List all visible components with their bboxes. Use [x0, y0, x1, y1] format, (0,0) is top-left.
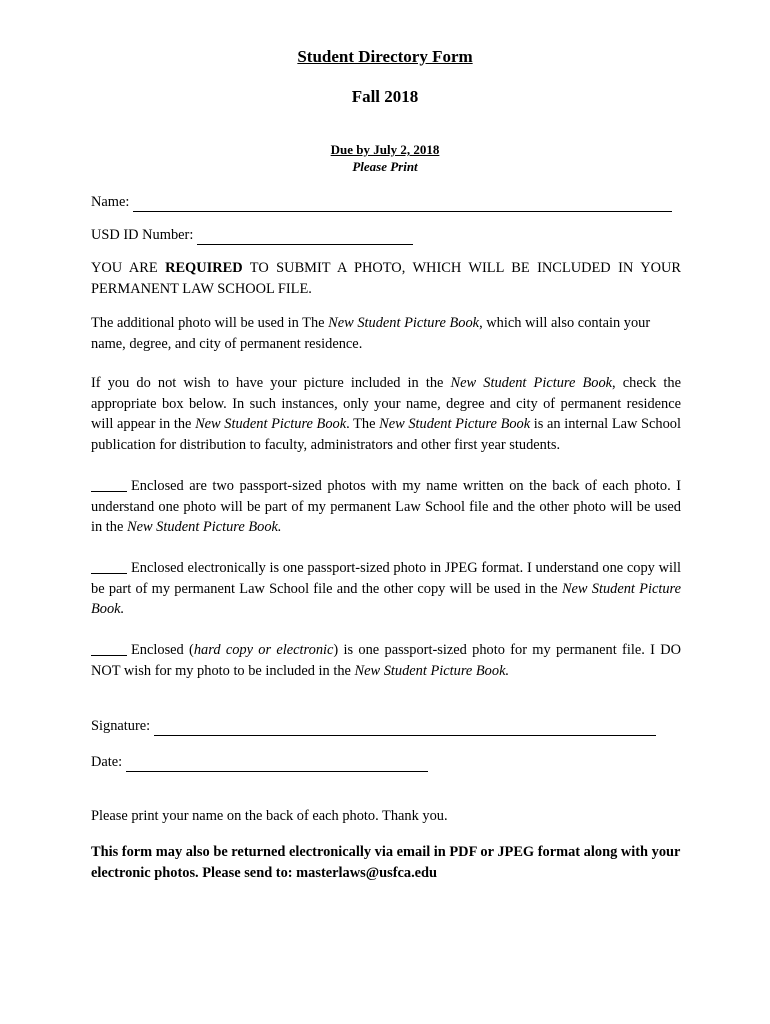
- option-two-photos: [91, 476, 681, 538]
- book-title: New Student Picture Book: [450, 375, 613, 391]
- date-field: [91, 752, 428, 772]
- signature-label: Signature:: [91, 718, 151, 734]
- print-note: Please Print: [352, 159, 418, 174]
- book-title: New Student Picture Book: [328, 315, 480, 331]
- thank-you-note: Please print your name on the back of each photo. Thank you.: [91, 808, 448, 824]
- date-label: Date:: [91, 754, 123, 770]
- option-opt-out: [91, 640, 681, 681]
- requirement-text-start: YOU ARE: [91, 260, 166, 276]
- option-check-blank[interactable]: [91, 559, 127, 574]
- opt-out-text-2: , check the appropriate box below. In such instances, only your name, degree and city of permanent residence will appear in the: [91, 375, 682, 432]
- option-text: Enclosed electronically is one passport-sized photo in JPEG format. I understand one copy will be part of my permanent Law School file and the other copy will be used in the: [91, 560, 681, 597]
- usd-id-field: [91, 225, 413, 245]
- opt-out-text-3: . The: [346, 416, 380, 432]
- due-date: Due by July 2, 2018: [330, 142, 440, 157]
- form-title: Student Directory Form: [297, 47, 473, 66]
- option-check-blank[interactable]: [91, 477, 127, 492]
- form-term: Fall 2018: [351, 87, 419, 106]
- opt-out-text-4: is an internal Law School publication for distribution to faculty, administrators and other first year students.: [91, 416, 681, 453]
- requirement-text-end: TO SUBMIT A PHOTO, WHICH WILL BE INCLUDED IN YOUR PERMANENT LAW SCHOOL FILE.: [91, 260, 681, 297]
- additional-text-end: , which will also contain your name, degree, and city of permanent residence.: [91, 315, 651, 352]
- book-title: New Student Picture Book.: [91, 580, 681, 617]
- option-check-blank[interactable]: [91, 641, 127, 656]
- additional-photo-paragraph: [91, 313, 681, 354]
- signature-input-line[interactable]: [154, 720, 656, 736]
- usd-id-label: USD ID Number:: [91, 227, 194, 243]
- book-title: New Student Picture Book: [195, 416, 347, 432]
- electronic-return-note: This form may also be returned electronically via email in PDF or JPEG format along with your electronic photos. Please send to: masterlaws@usfca.edu: [91, 844, 681, 881]
- requirement-paragraph: [91, 258, 681, 299]
- book-title: New Student Picture Book.: [126, 519, 282, 535]
- option-format-note: hard copy or electronic: [193, 642, 334, 658]
- option-text: Enclosed are two passport-sized photos with my name written on the back of each photo. I understand one photo will be part of my permanent Law School file and the other photo will be used in the: [91, 478, 681, 535]
- option-electronic-photo: [91, 558, 681, 620]
- book-title: New Student Picture Book.: [354, 662, 510, 679]
- name-input-line[interactable]: [133, 196, 672, 212]
- opt-out-paragraph: [91, 373, 681, 455]
- option-text: Enclosed (: [131, 642, 194, 658]
- requirement-emphasis: REQUIRED: [165, 260, 243, 276]
- date-input-line[interactable]: [126, 756, 428, 772]
- opt-out-text-1: If you do not wish to have your picture included in the: [91, 375, 451, 391]
- signature-field: [91, 716, 656, 736]
- additional-text-start: The additional photo will be used in The: [91, 315, 329, 331]
- name-label: Name:: [91, 194, 130, 210]
- option-text: ) is one passport-sized photo for my permanent file. I DO NOT wish for my photo to be included in the: [91, 642, 682, 679]
- book-title: New Student Picture Book: [379, 416, 531, 432]
- usd-id-input-line[interactable]: [197, 229, 413, 245]
- name-field: [91, 192, 672, 212]
